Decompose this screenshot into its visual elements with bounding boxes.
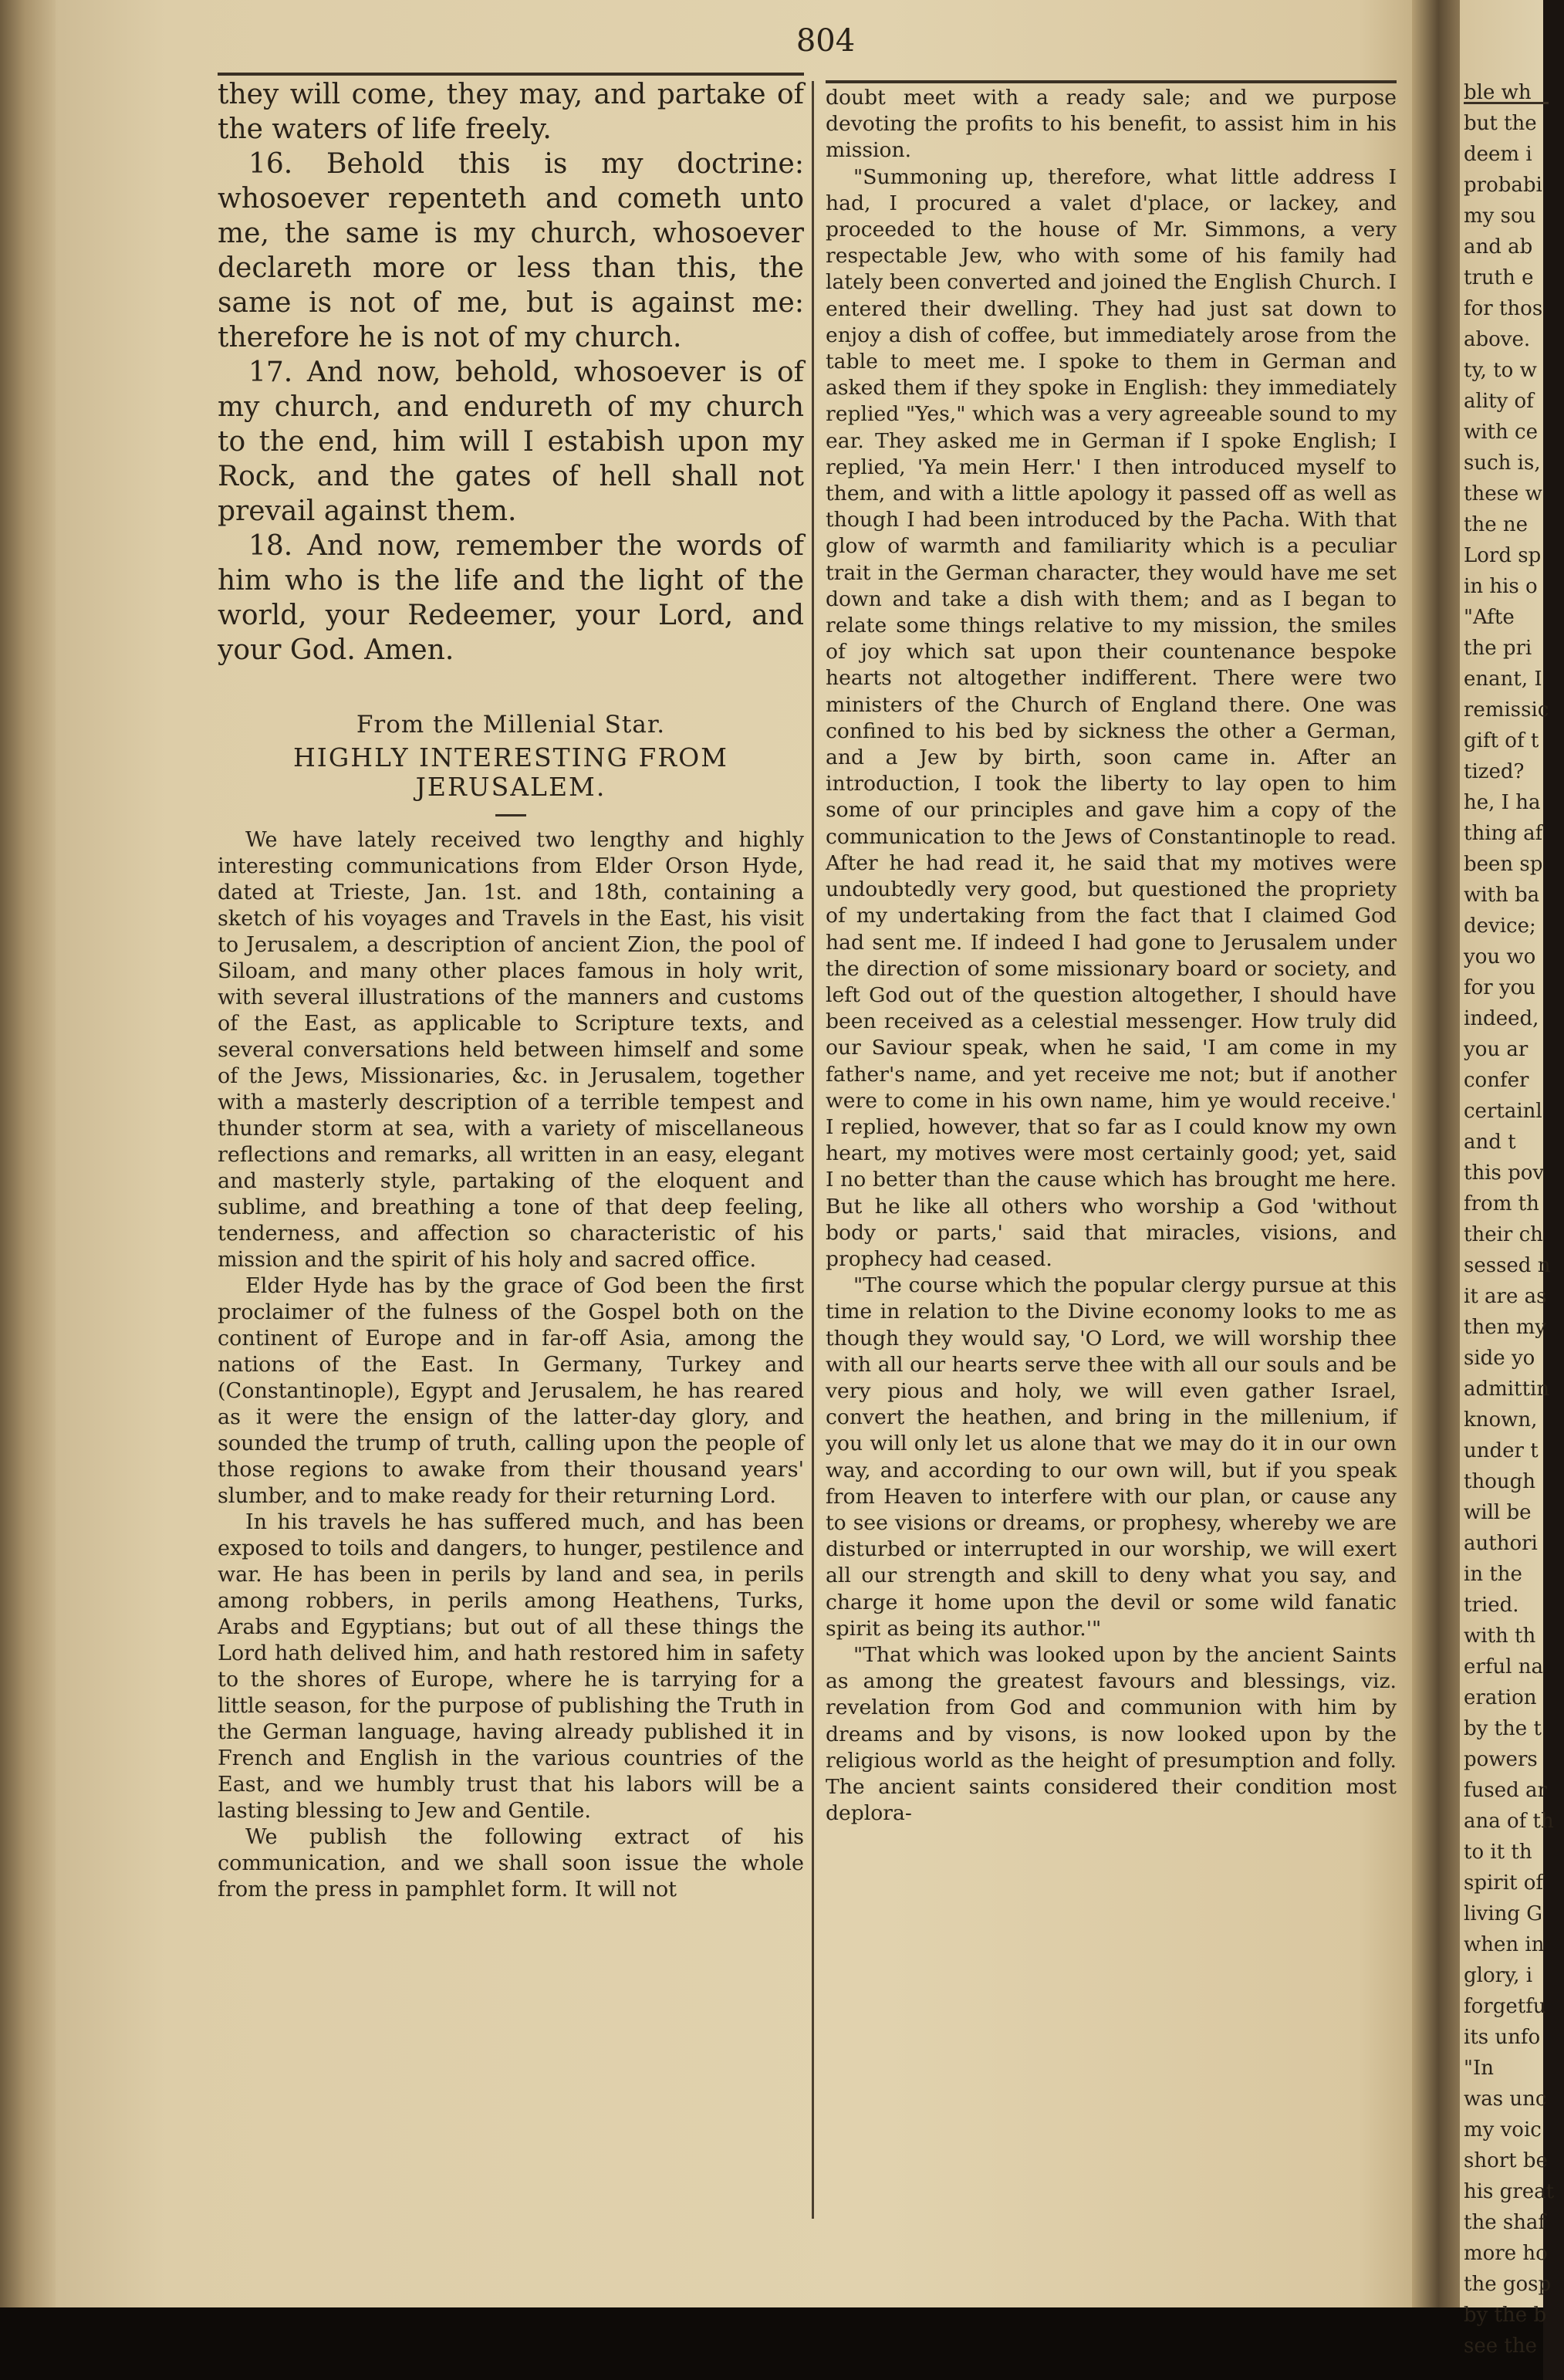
facing-line: their ch: [1464, 1223, 1543, 1246]
facing-line: his great: [1464, 2180, 1555, 2203]
facing-line: you ar: [1464, 1038, 1529, 1061]
paragraph: We publish the following extract of his communication, and we shall soon issue the whole from the press in pamphlet form. It will not: [218, 1825, 804, 1902]
facing-line: by the t: [1464, 1717, 1542, 1740]
facing-line: when in: [1464, 1933, 1545, 1956]
headline-dash: [495, 814, 526, 816]
facing-line: gift of t: [1464, 729, 1539, 752]
facing-line: in the: [1464, 1563, 1522, 1586]
top-rule-left: [218, 73, 804, 76]
facing-line: my sou: [1464, 205, 1536, 228]
paragraph: "Summoning up, therefore, what little address I had, I procured a valet d'place, or lackey, and proceeded to the house of Mr. Simmons, a very respectable Jew, who with some of his family had lately been converted and joined the English Church. I entered their dwelling. They had just sat down to enjoy a dish of coffee, but immediately arose from the table to meet me. I spoke to them in German and asked them if they spoke in English: they immediately replied "Yes," which was a very agreeable sound to my ear. They asked me in German if I spoke English; I replied, 'Ya mein Herr.' I then introduced myself to them, and with a little apology it passed off as well as though I had been introduced by the Pacha. With that glow of warmth and familiarity which is a peculiar trait in the German character, they would have me set down and take a dish with them; and as I began to relate some things relative to my mission, the smiles of joy which sat upon their countenance bespoke hearts not altogether indifferent. There were two ministers of the Church of England there. One was confined to his bed by sickness the other a German, and a Jew by birth, soon came in. After an introduction, I took the liberty to lay open to him some of our principles and gave him a copy of the communication to the Jews of Constantinople to read. After he had read it, he said that my motives were undoubtedly very good, but questioned the propriety of my undertaking from the fact that I claimed God had sent me. If indeed I had gone to Jerusalem under the direction of some missionary board or society, and left God out of the question altogether, I should have been received as a celestial messenger. How truly did our Saviour speak, when he said, 'I am come in my father's name, and yet receive me not; but if another were to come in his own name, him ye would receive.' I replied, however, that so far as I could know my own heart, my motives were most certainly good; yet, said I no better than the cause which has brought me here. But he like all others who worship a God 'without body or parts,' said that miracles, visions, and prophecy had ceased.: [826, 164, 1397, 1271]
facing-line: powers: [1464, 1748, 1538, 1771]
scripture-verses: [218, 77, 804, 668]
column-divider: [812, 81, 814, 2219]
paragraph: "That which was looked upon by the ancient Saints as among the greatest favours and blessings, viz. revelation from God and communion with him by dreams and by visons, is now looked upon by the religious world as the height of presumption and folly. The ancient saints considered their condition most deplora-: [826, 1642, 1397, 1826]
facing-line: my voic: [1464, 2118, 1542, 2142]
facing-line: side yo: [1464, 1347, 1535, 1370]
facing-line: to it th: [1464, 1841, 1532, 1864]
facing-line: more ho: [1464, 2242, 1548, 2265]
facing-line: authori: [1464, 1532, 1538, 1555]
left-page-edge: [0, 0, 56, 2307]
facing-line: this pov: [1464, 1161, 1545, 1185]
facing-line: Lord sp: [1464, 544, 1542, 567]
facing-line: see the: [1464, 2334, 1537, 2358]
facing-line: such is,: [1464, 451, 1541, 475]
book-gutter: [1412, 0, 1460, 2307]
facing-line: with ce: [1464, 421, 1538, 444]
verse-16: 16. Behold this is my doctrine: whosoever repenteth and cometh unto me, the same is my church, whosoever declareth more or less than this, the same is not of me, but is against me: therefore he is not of my church.: [218, 148, 804, 353]
facing-line: above.: [1464, 328, 1531, 351]
background-bottom: [0, 2307, 1543, 2380]
paragraph: In his travels he has suffered much, and has been exposed to toils and dangers, to hunger, pestilence and war. He has been in perils by land and sea, in perils among robbers, in perils among Heathens, Turks, Arabs and Egyptians; but out of all these things the Lord hath delived him, and hath restored him in safety to the shores of Europe, where he is tarrying for a little season, for the purpose of publishing the Truth in the German language, having already published it in French and English in the various countries of the East, and we humbly trust that his labors will be a lasting blessing to Jew and Gentile.: [218, 1510, 804, 1823]
facing-line: deem i: [1464, 143, 1532, 166]
facing-line: forgetfu: [1464, 1995, 1546, 2018]
facing-line: indeed,: [1464, 1007, 1539, 1030]
right-column: [826, 85, 1397, 1827]
facing-line: by the b: [1464, 2304, 1547, 2327]
facing-line: known,: [1464, 1408, 1538, 1432]
facing-line: truth e: [1464, 266, 1534, 289]
facing-line: the ne: [1464, 513, 1528, 536]
verse-17: 17. And now, behold, whosoever is of my church, and endureth of my church to the end, him will I estabish upon my Rock, and the gates of hell shall not prevail against them.: [218, 357, 804, 527]
facing-line: "In: [1464, 2057, 1494, 2080]
facing-line: enant, I: [1464, 668, 1542, 691]
facing-line: "Afte: [1464, 606, 1515, 629]
facing-line: though: [1464, 1470, 1535, 1493]
facing-line: device;: [1464, 914, 1536, 938]
facing-line: probabi: [1464, 174, 1542, 197]
facing-line: the shaf: [1464, 2211, 1546, 2234]
article-source: From the Millenial Star.: [356, 711, 666, 739]
facing-line: remissic: [1464, 698, 1549, 722]
page-number: 804: [796, 23, 856, 59]
facing-line: with th: [1464, 1624, 1536, 1648]
facing-line: was unc: [1464, 2088, 1547, 2111]
verse-continuation: they will come, they may, and partake of the waters of life freely.: [218, 79, 804, 145]
top-rule-right: [826, 80, 1397, 83]
paragraph: doubt meet with a ready sale; and we purpose devoting the profits to his benefit, to assist him in his mission.: [826, 86, 1397, 163]
facing-line: you wo: [1464, 945, 1536, 969]
facing-line: thing af: [1464, 822, 1543, 845]
facing-line: admittin: [1464, 1378, 1550, 1401]
facing-line: for thos: [1464, 297, 1543, 320]
facing-line: ana of th: [1464, 1810, 1554, 1833]
paragraph: We have lately received two lengthy and highly interesting communications from Elder Orson Hyde, dated at Trieste, Jan. 1st. and 18th, containing a sketch of his voyages and Travels in the East, his visit to Jerusalem, a description of ancient Zion, the pool of Siloam, and many other places famous in holy writ, with several illustrations of the manners and customs of the East, as applicable to Scripture texts, and several conversations held between himself and some of the Jews, Missionaries, &c. in Jerusalem, together with a masterly description of a terrible tempest and thunder storm at sea, with a variety of miscellaneous reflections and remarks, all written in an easy, elegant and masterly style, partaking of the eloquent and sublime, and breathing a tone of that deep feeling, tenderness, and affection so characteristic of his mission and the spirit of his holy and sacred office.: [218, 828, 804, 1272]
facing-line: for you: [1464, 976, 1536, 999]
facing-line: ty, to w: [1464, 359, 1537, 382]
facing-line: eration: [1464, 1686, 1537, 1709]
facing-line: sessed n: [1464, 1254, 1551, 1277]
facing-line: in his o: [1464, 575, 1538, 598]
facing-line: erful na: [1464, 1655, 1544, 1679]
facing-line: but the: [1464, 112, 1537, 135]
facing-line: he, I ha: [1464, 791, 1541, 814]
facing-line: with ba: [1464, 884, 1540, 907]
facing-line: confer: [1464, 1069, 1529, 1092]
article-body: [218, 827, 804, 1903]
facing-line: tried.: [1464, 1594, 1519, 1617]
facing-line: the pri: [1464, 637, 1532, 660]
paragraph: "The course which the popular clergy pursue at this time in relation to the Divine economy looks to me as though they would say, 'O Lord, we will worship thee with all our hearts serve thee with all our souls and be very pious and holy, we will even gather Israel, convert the heathen, and bring in the millenium, if you will only let us alone that we may do it in our own way, and according to our own will, but if you speak from Heaven to interfere with our plan, or cause any to see visions or dreams, or prophesy, whereby we are disturbed or interrupted in our worship, we will exert all our strength and skill to deny what you say, and charge it home upon the devil or some wild fanatic spirit as being its author.'": [826, 1273, 1397, 1641]
facing-line: the gosp: [1464, 2273, 1552, 2296]
facing-line: ble wh: [1464, 81, 1532, 104]
article-continuation: [826, 85, 1397, 1827]
facing-line: it are as: [1464, 1285, 1547, 1308]
facing-line: certainl: [1464, 1100, 1542, 1123]
facing-line: these w: [1464, 482, 1542, 505]
article-headline: HIGHLY INTERESTING FROM JERUSALEM.: [293, 742, 728, 802]
facing-line: glory, i: [1464, 1964, 1533, 1987]
facing-line: living G: [1464, 1902, 1543, 1925]
facing-line: and ab: [1464, 235, 1533, 259]
facing-line: short be: [1464, 2149, 1548, 2172]
verse-18: 18. And now, remember the words of him who is the life and the light of the world, your Redeemer, your Lord, and your God. Amen.: [218, 530, 804, 666]
facing-line: under t: [1464, 1439, 1539, 1462]
facing-line: tized?: [1464, 760, 1525, 783]
facing-line: fused ar: [1464, 1779, 1547, 1802]
facing-line: and t: [1464, 1131, 1516, 1154]
left-column: [218, 77, 804, 1903]
facing-line: will be: [1464, 1501, 1532, 1524]
facing-line: spirit of: [1464, 1871, 1544, 1895]
facing-line: then my: [1464, 1316, 1546, 1339]
facing-line: ality of: [1464, 390, 1534, 413]
facing-page-text: [1464, 77, 1564, 2361]
facing-line: from th: [1464, 1192, 1539, 1215]
facing-line: its unfo: [1464, 2026, 1541, 2049]
paragraph: Elder Hyde has by the grace of God been the first proclaimer of the fulness of the Gospel both on the continent of Europe and in far-off Asia, among the nations of the East. In Germany, Turkey and (Constantinople), Egypt and Jerusalem, he has reared as it were the ensign of the latter-day glory, and sounded the trump of truth, calling upon the people of those regions to awake from their thousand years' slumber, and to make ready for their returning Lord.: [218, 1274, 804, 1508]
facing-line: been sp: [1464, 853, 1543, 876]
